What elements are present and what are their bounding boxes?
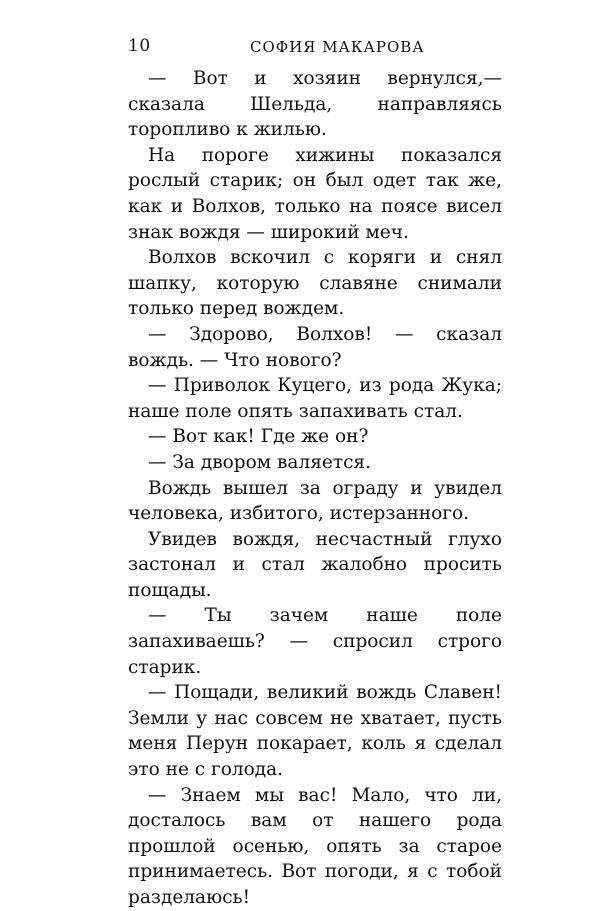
- paragraph: — Ты зачем наше поле запахиваешь? — спросил строго старик.: [128, 605, 502, 678]
- paragraph: — Вот как! Где же он?: [148, 426, 369, 448]
- paragraph: — Здорово, Волхов! — сказал вождь. — Что нового?: [128, 323, 502, 371]
- paragraph: — Знаем мы вас! Мало, что ли, досталось вам от нашего рода прошлой осенью, опять за старое принимаетесь. Вот погоди, я с тобой разделаюсь!: [128, 784, 502, 908]
- paragraph: Волхов вскочил с коряги и снял шапку, которую славяне снимали только перед вождем.: [128, 247, 502, 320]
- page-number: 10: [128, 36, 151, 56]
- paragraph: Увидев вождя, несчастный глухо застонал и стал жалобно просить пощады.: [128, 528, 502, 601]
- paragraph: Вождь вышел за ограду и увидел человека, избитого, истерзанного.: [128, 477, 502, 525]
- page-body: [128, 66, 502, 911]
- running-title: СОФИЯ МАКАРОВА: [250, 38, 425, 56]
- paragraph: — Приволок Куцего, из рода Жука; наше поле опять запахивать стал.: [128, 375, 502, 422]
- paragraph: — Вот и хозяин вернулся,— сказала Шельда, направляясь торопливо к жилью.: [128, 68, 502, 141]
- paragraph: — Пощади, великий вождь Славен! Земли у нас совсем не хватает, пусть меня Перун покарает, коль я сделал это не с голода.: [128, 682, 502, 781]
- page-header: [0, 36, 600, 60]
- paragraph: На пороге хижины показался рослый старик; он был одет так же, как и Волхов, только на поясе висел знак вождя — широкий меч.: [128, 144, 502, 243]
- paragraph: — За двором валяется.: [148, 451, 371, 473]
